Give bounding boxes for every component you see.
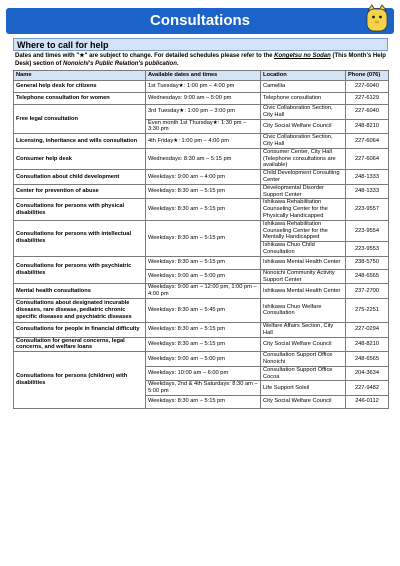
row-dates: Weekdays: 9:00 am – 5:00 pm [146,352,261,367]
table-row [14,199,389,220]
header-phone: Phone (076) [346,71,389,81]
table-row [14,220,389,241]
row-phone: 248-6565 [346,269,389,284]
row-name: Center for prevention of abuse [14,184,146,199]
row-dates: Weekdays: 8:30 am – 5:15 pm [146,395,261,408]
row-phone: 227-6129 [346,93,389,105]
row-name: Telephone consultation for women [14,93,146,105]
row-phone: 227-6064 [346,148,389,169]
table-row [14,337,389,352]
row-name: Licensing, inheritance and wills consultation [14,134,146,149]
row-phone: 227-6064 [346,134,389,149]
row-name: Consultations for persons with physical disabilities [14,199,146,220]
header-dates: Available dates and times [146,71,261,81]
row-dates: Weekdays: 8:30 am – 5:15 pm [146,322,261,337]
row-name: Free legal consultation [14,105,146,134]
row-phone: 223-9554 [346,220,389,241]
table-row [14,93,389,105]
row-name: Consultations for persons with psychiatric disabilities [14,256,146,284]
row-location: City Social Welfare Council [261,119,346,134]
row-phone: 227-9482 [346,381,389,396]
row-phone: 227-6040 [346,105,389,120]
row-name: Consultation for general concerns, legal concerns, and welfare loans [14,337,146,352]
row-dates: Weekdays: 8:30 am – 5:15 pm [146,256,261,269]
row-phone: 204-3634 [346,366,389,381]
row-name: General help desk for citizens [14,81,146,93]
section-header [13,38,388,51]
row-name: Consumer help desk [14,148,146,169]
row-location: Ishikawa Chuo Child Consultation [261,242,346,257]
table-row [14,352,389,367]
note-text: (This Month's Help Desk) section of [15,53,386,67]
row-location: Ishikawa Rehabilitation Counseling Center for the Physically Handicapped [261,199,346,220]
row-phone: 248-1333 [346,170,389,185]
table-row [14,134,389,149]
row-location: Ishikawa Mental Health Center [261,284,346,299]
note-magazine: Kongetsu no Sodan [274,53,331,59]
row-dates: Weekdays: 9:00 am – 4:00 pm [146,170,261,185]
table-header-row [14,71,389,81]
row-phone: 227-0294 [346,322,389,337]
table-row [14,322,389,337]
row-dates: Weekdays: 8:30 am – 5:45 pm [146,298,261,322]
row-phone: 223-9557 [346,199,389,220]
row-name: Consultations for persons (children) with disabilities [14,352,146,409]
row-name: Consultations for persons with intellectual disabilities [14,220,146,256]
row-location: Civic Collaboration Section, City Hall [261,105,346,120]
table-row [14,298,389,322]
note-text: Dates and times with "★" are subject to change. For detailed schedules please refer to the [15,53,275,59]
note-text: . [176,60,179,67]
row-name: Consultation about child development [14,170,146,185]
row-location: Civic Collaboration Section, City Hall [261,134,346,149]
row-phone: 248-8210 [346,119,389,134]
row-location: Ishikawa Rehabilitation Counseling Center for the Mentally Handicapped [261,220,346,241]
table-row [14,105,389,120]
row-dates: 4th Friday★: 1:00 pm – 4:00 pm [146,134,261,149]
header-name: Name [14,71,146,81]
header-location: Location [261,71,346,81]
row-phone: 227-6040 [346,81,389,93]
row-location: Developmental Disorder Support Center [261,184,346,199]
row-location: Welfare Affairs Section, City Hall [261,322,346,337]
table-row [14,148,389,169]
row-phone: 248-6565 [346,352,389,367]
consultation-table [13,70,389,409]
row-dates: Weekdays: 10:00 am – 6:00 pm [146,366,261,381]
row-name: Consultations for people in financial difficulty [14,322,146,337]
row-location: Camellia [261,81,346,93]
row-location: Ishikawa Mental Health Center [261,256,346,269]
row-dates: Weekdays: 9:00 am – 12:00 pm, 1:00 pm – 4:00 pm [146,284,261,299]
row-dates: Weekdays: 9:00 am – 5:00 pm [146,269,261,284]
row-name: Mental health consultations [14,284,146,299]
note-publication: Nonoichi's Public Relation's publication [63,60,177,67]
row-dates: Wednesdays: 8:30 am – 5:15 pm [146,148,261,169]
row-location: Nonoichi Community Activity Support Center [261,269,346,284]
row-location: Consultation Support Office Cocoa [261,366,346,381]
row-dates: Weekdays: 8:30 am – 5:15 pm [146,199,261,220]
row-location: Life Support Soleil [261,381,346,396]
row-dates: 3rd Tuesday★: 1:00 pm – 3:00 pm [146,105,261,120]
row-phone: 237-2700 [346,284,389,299]
row-name: Consultations about designated incurable diseases, rare disease, pediatric chronic specific diseases and psychiatric diseases [14,298,146,322]
row-location: Ishikawa Chuo Welfare Consultation [261,298,346,322]
row-dates: Weekdays: 8:30 am – 5:15 pm [146,220,261,256]
table-row [14,284,389,299]
row-location: Consumer Center, City Hall (Telephone consultations are available) [261,148,346,169]
table-row [14,170,389,185]
page-title: Consultations [150,12,250,29]
row-location: City Social Welfare Council [261,337,346,352]
mascot-icon [364,4,390,34]
title-banner [6,8,394,34]
row-dates: Weekdays: 8:30 am – 5:15 pm [146,337,261,352]
row-dates: Weekdays: 8:30 am – 5:15 pm [146,184,261,199]
row-phone: 238-5750 [346,256,389,269]
row-location: Telephone consultation [261,93,346,105]
row-dates: 1st Tuesday★: 1:00 pm – 4:00 pm [146,81,261,93]
row-location: Consultation Support Office Nonoichi [261,352,346,367]
row-location: Child Development Consulting Center [261,170,346,185]
row-phone: 246-0112 [346,395,389,408]
table-row [14,81,389,93]
schedule-note [15,53,387,68]
row-phone: 223-9553 [346,242,389,257]
row-phone: 275-2251 [346,298,389,322]
table-row [14,256,389,269]
row-dates: Even month 1st Thursday★: 1:30 pm – 3:30 pm [146,119,261,134]
row-location: City Social Welfare Council [261,395,346,408]
row-phone: 248-1333 [346,184,389,199]
table-row [14,184,389,199]
row-phone: 248-8210 [346,337,389,352]
section-title: Where to call for help [17,40,109,50]
row-dates: Wednesdays: 9:00 am – 5:00 pm [146,93,261,105]
row-dates: Weekdays, 2nd & 4th Saturdays: 8:30 am – 5:00 pm [146,381,261,396]
